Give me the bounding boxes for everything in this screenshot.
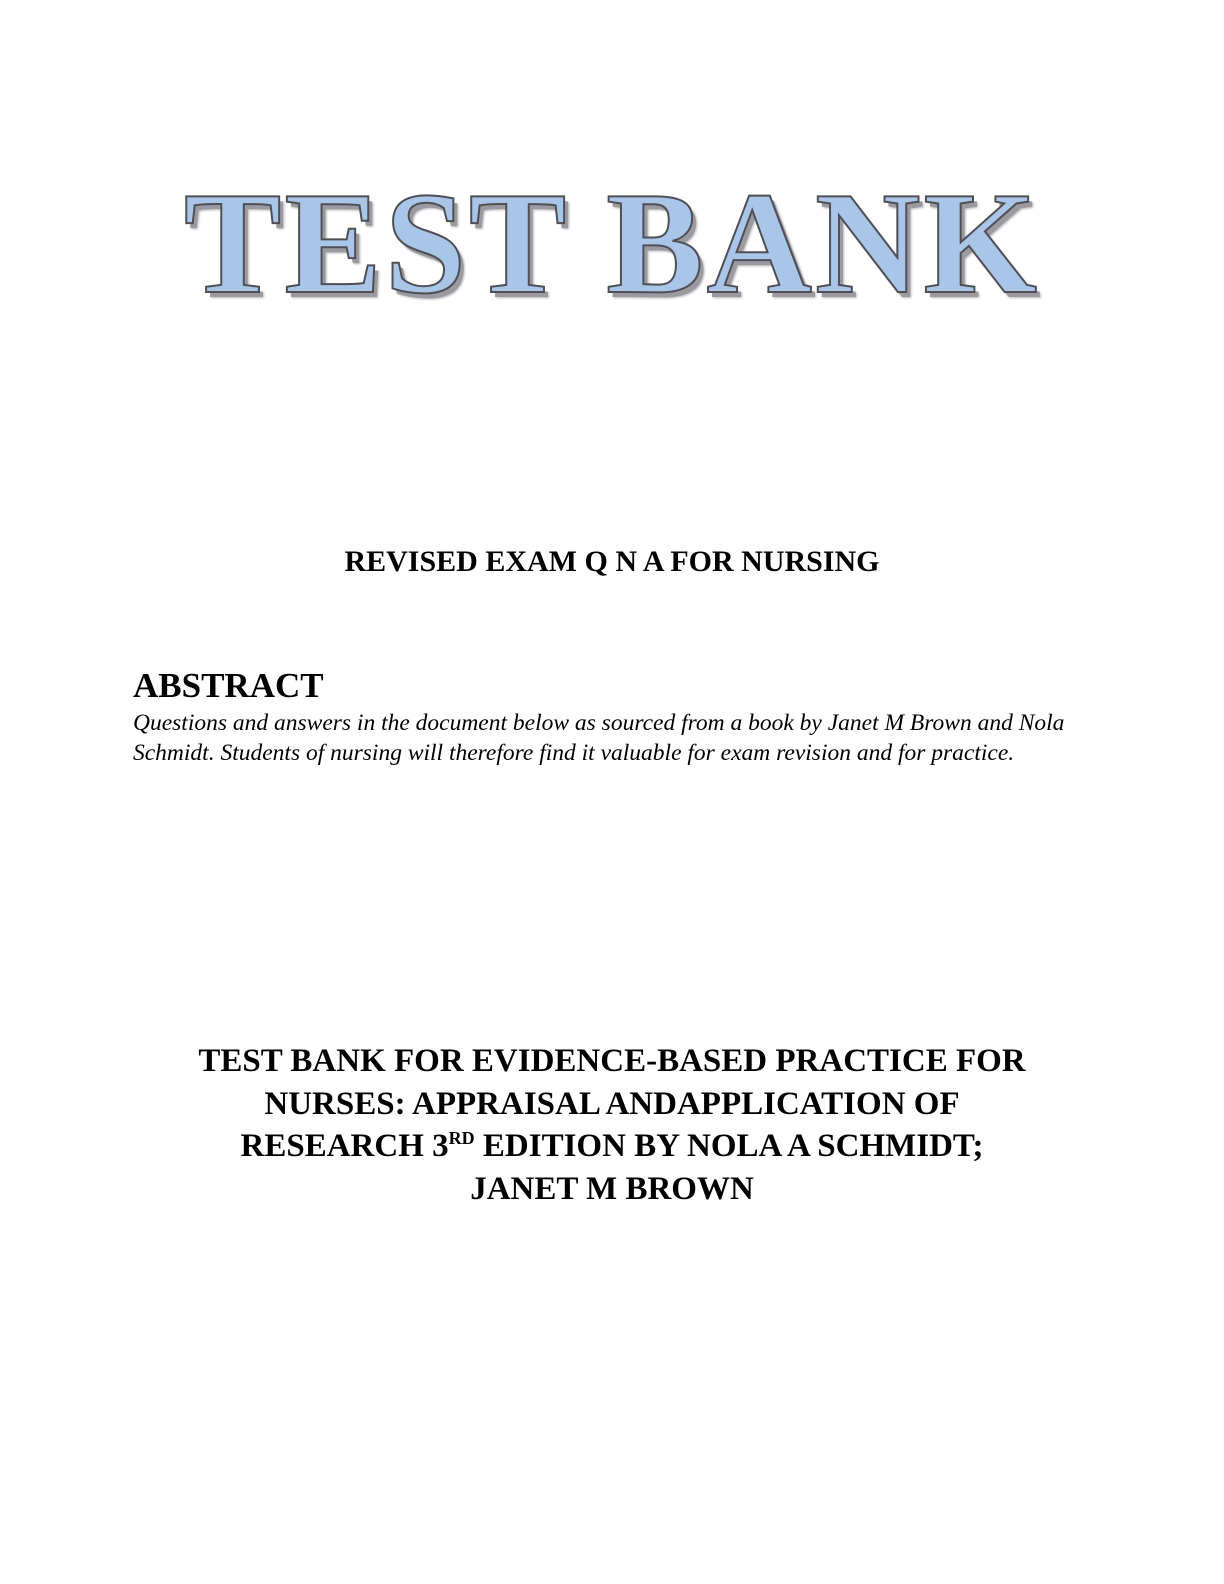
book-title-line-4: JANET M BROWN xyxy=(470,1170,754,1207)
test-bank-banner: TEST BANK xyxy=(183,162,1041,324)
abstract-body: Questions and answers in the document below as sourced from a book by Janet M Brown and Nola Schmidt. Students of nursing will therefore find it valuable for exam revision and for practice. xyxy=(133,710,1065,766)
book-title-line-2: NURSES: APPRAISAL ANDAPPLICATION OF xyxy=(264,1085,960,1122)
abstract-heading: ABSTRACT xyxy=(133,666,324,705)
book-title-line-1: TEST BANK FOR EVIDENCE-BASED PRACTICE FOR xyxy=(198,1043,1026,1079)
book-title-line-3-start: RESEARCH 3 xyxy=(240,1128,449,1164)
edition-ordinal-suffix: RD xyxy=(448,1128,475,1148)
book-title-line-3 xyxy=(100,1125,1124,1168)
book-title-line-3-end: EDITION BY NOLA A SCHMIDT; xyxy=(474,1128,984,1164)
subtitle: REVISED EXAM Q N A FOR NURSING xyxy=(344,545,880,578)
book-title xyxy=(100,1040,1124,1210)
